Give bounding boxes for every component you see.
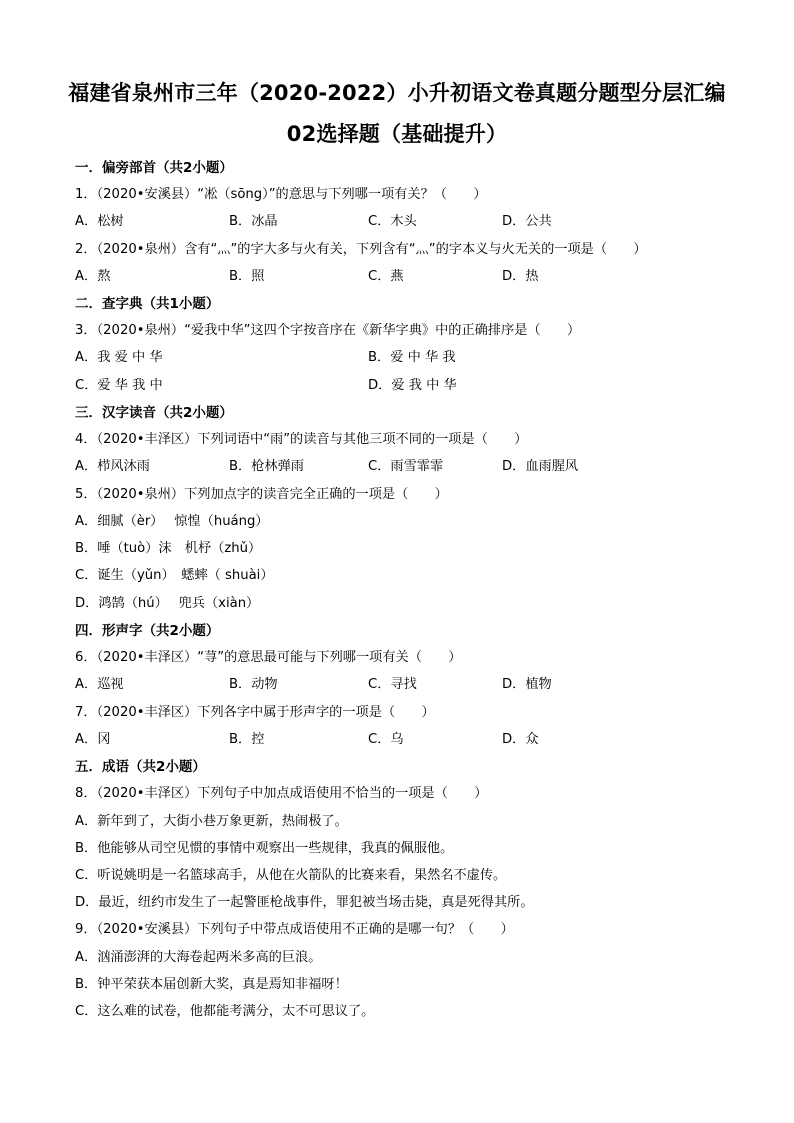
question-2-option-a: A．熬	[75, 269, 111, 284]
section-heading-pictophonetic: 四．形声字（共2小题）	[75, 623, 220, 639]
question-8-option-d: D．最近，纽约市发生了一起警匪枪战事件，罪犯被当场击毙，真是死得其所。	[75, 895, 534, 910]
question-7-option-c: C．乌	[368, 732, 404, 747]
page-subtitle: 02选择题（基础提升）	[286, 122, 508, 146]
question-7-option-b: B．控	[229, 732, 265, 747]
question-4-option-d: D．血雨腥风	[502, 459, 579, 474]
question-9-stem: 9．（2020•安溪县）下列句子中带点成语使用不正确的是哪一句？（ ）	[75, 922, 514, 937]
question-5-option-c: C．诞生（yǔn） 蟋蟀（ shuài）	[75, 568, 274, 583]
question-9-option-b: B．钟平荣获本届创新大奖，真是焉知非福呀！	[75, 977, 348, 992]
question-3-option-b: B．爱 中 华 我	[368, 350, 456, 365]
question-5-stem: 5．（2020•泉州）下列加点字的读音完全正确的一项是（ ）	[75, 487, 448, 502]
section-heading-dictionary: 二．查字典（共1小题）	[75, 296, 220, 312]
section-heading-radicals: 一．偏旁部首（共2小题）	[75, 160, 233, 176]
question-2-stem: 2．（2020•泉州）含有“灬”的字大多与火有关，下列含有“灬”的字本义与火无关的一项是（ ）	[75, 242, 647, 257]
question-3-option-d: D．爱 我 中 华	[368, 378, 457, 393]
question-2-option-b: B．照	[229, 269, 265, 284]
question-9-option-a: A．汹涌澎湃的大海卷起两米多高的巨浪。	[75, 950, 322, 965]
question-6-option-c: C．寻找	[368, 677, 417, 692]
section-heading-pronunciation: 三．汉字读音（共2小题）	[75, 405, 233, 421]
question-1-option-c: C．木头	[368, 214, 417, 229]
question-7-stem: 7．（2020•丰泽区）下列各字中属于形声字的一项是（ ）	[75, 705, 435, 720]
question-5-option-b: B．唾（tuò）沫 机杼（zhǔ）	[75, 541, 262, 556]
question-7-option-d: D．众	[502, 732, 539, 747]
question-3-option-c: C．爱 华 我 中	[75, 378, 163, 393]
question-2-option-c: C．燕	[368, 269, 404, 284]
question-1-option-b: B．冰晶	[229, 214, 278, 229]
question-5-option-d: D．鸿鹄（hú） 兜兵（xiàn）	[75, 596, 260, 611]
question-6-option-a: A．巡视	[75, 677, 124, 692]
question-2-option-d: D．热	[502, 269, 539, 284]
question-8-stem: 8．（2020•丰泽区）下列句子中加点成语使用不恰当的一项是（ ）	[75, 786, 488, 801]
question-1-stem: 1．（2020•安溪县）“凇（sōng）”的意思与下列哪一项有关？（ ）	[75, 187, 487, 202]
question-3-stem: 3．（2020•泉州）“爱我中华”这四个字按音序在《新华字典》中的正确排序是（ ）	[75, 323, 581, 338]
question-8-option-a: A．新年到了，大街小巷万象更新，热闹极了。	[75, 814, 348, 829]
question-3-option-a: A．我 爱 中 华	[75, 350, 163, 365]
question-4-option-a: A．栉风沐雨	[75, 459, 150, 474]
question-4-stem: 4．（2020•丰泽区）下列词语中“雨”的读音与其他三项不同的一项是（ ）	[75, 432, 528, 447]
question-5-option-a: A．细腻（èr） 惊惶（huáng）	[75, 514, 269, 529]
question-8-option-b: B．他能够从司空见惯的事情中观察出一些规律，我真的佩服他。	[75, 841, 454, 856]
question-6-option-b: B．动物	[229, 677, 278, 692]
question-4-option-c: C．雨雪霏霏	[368, 459, 444, 474]
question-6-stem: 6．（2020•丰泽区）“荨”的意思最可能与下列哪一项有关（ ）	[75, 650, 462, 665]
question-8-option-c: C．听说姚明是一名篮球高手，从他在火箭队的比赛来看，果然名不虚传。	[75, 868, 507, 883]
page-title: 福建省泉州市三年（2020-2022）小升初语文卷真题分题型分层汇编	[68, 81, 726, 105]
question-1-option-d: D．公共	[502, 214, 552, 229]
question-7-option-a: A．冈	[75, 732, 111, 747]
question-9-option-c: C．这么难的试卷，他都能考满分，太不可思议了。	[75, 1004, 375, 1019]
question-6-option-d: D．植物	[502, 677, 552, 692]
section-heading-idioms: 五．成语（共2小题）	[75, 759, 206, 775]
question-4-option-b: B．枪林弹雨	[229, 459, 304, 474]
question-1-option-a: A．松树	[75, 214, 124, 229]
